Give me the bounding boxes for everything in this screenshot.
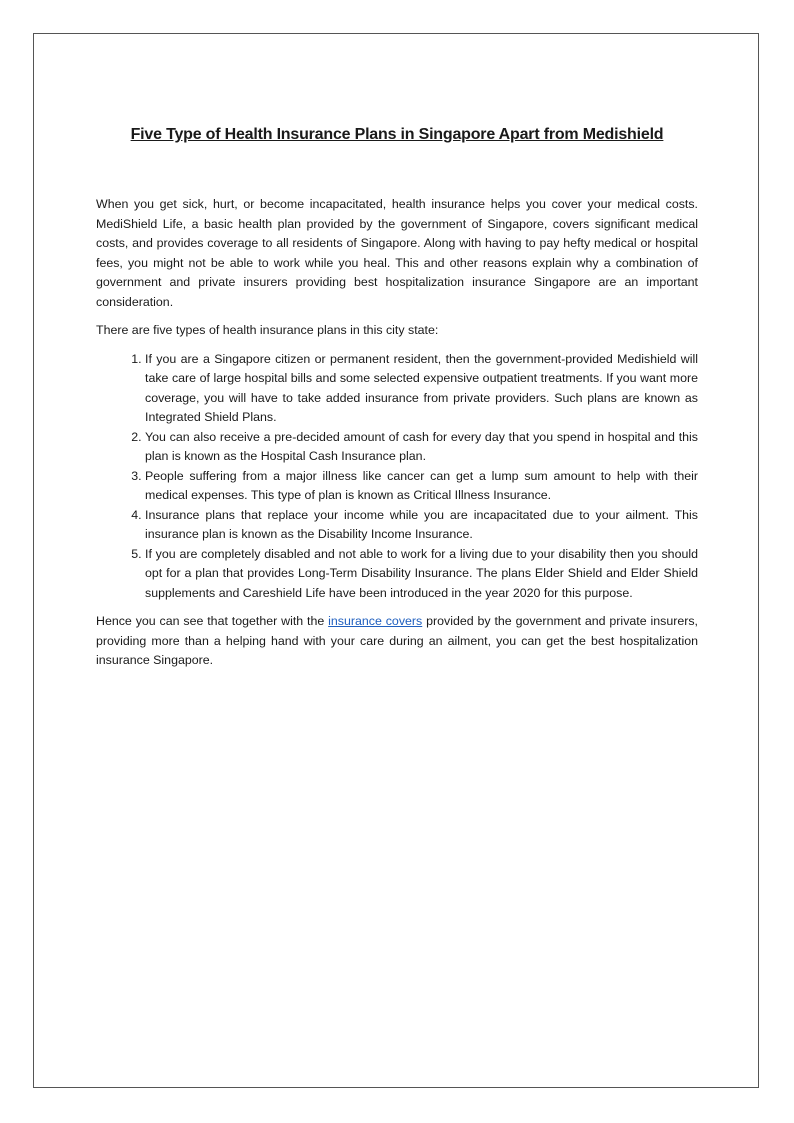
list-item: 1. If you are a Singapore citizen or permanent resident, then the government-provided Medishield will take care of large hospital bills and some selected expensive outpatient treatments. If you want more coverage, you will have to take added insurance from private providers. Such plans are known as Integrated Shield Plans. — [145, 350, 698, 428]
list-intro: There are five types of health insurance plans in this city state: — [96, 323, 439, 337]
document-title: Five Type of Health Insurance Plans in Singapore Apart from Medishield — [130, 126, 664, 143]
conclusion-text: Hence you can see that together with the — [96, 614, 329, 628]
list-item: 5. If you are completely disabled and not able to work for a living due to your disability then you should opt for a plan that provides Long-Term Disability Insurance. The plans Elder Shield and Elder Shield supplements and Careshield Life have been introduced in the year 2020 for this purpose. — [145, 545, 698, 604]
conclusion-text: provided by the government and private insurers, providing more than a helping hand with your care during an ailment, you can get the best hospitalization insurance Singapore. — [96, 614, 698, 667]
plan-list — [96, 350, 698, 604]
intro-paragraph: When you get sick, hurt, or become incapacitated, health insurance helps you cover your medical costs. MediShield Life, a basic health plan provided by the government of Singapore, covers significant medical costs, and provides coverage to all residents of Singapore. Along with having to pay hefty medical or hospital fees, you might not be able to work while you heal. This and other reasons explain why a combination of government and private insurers providing best hospitalization insurance Singapore are an important consideration. — [96, 197, 698, 309]
conclusion-paragraph — [96, 612, 698, 671]
list-item: 3. People suffering from a major illness like cancer can get a lump sum amount to help with their medical expenses. This type of plan is known as Critical Illness Insurance. — [145, 467, 698, 506]
document-body — [96, 195, 698, 680]
insurance-covers-link[interactable]: insurance covers — [328, 614, 423, 628]
list-item: 2. You can also receive a pre-decided amount of cash for every day that you spend in hospital and this plan is known as the Hospital Cash Insurance plan. — [145, 428, 698, 467]
list-item: 4. Insurance plans that replace your income while you are incapacitated due to your ailment. This insurance plan is known as the Disability Income Insurance. — [145, 506, 698, 545]
